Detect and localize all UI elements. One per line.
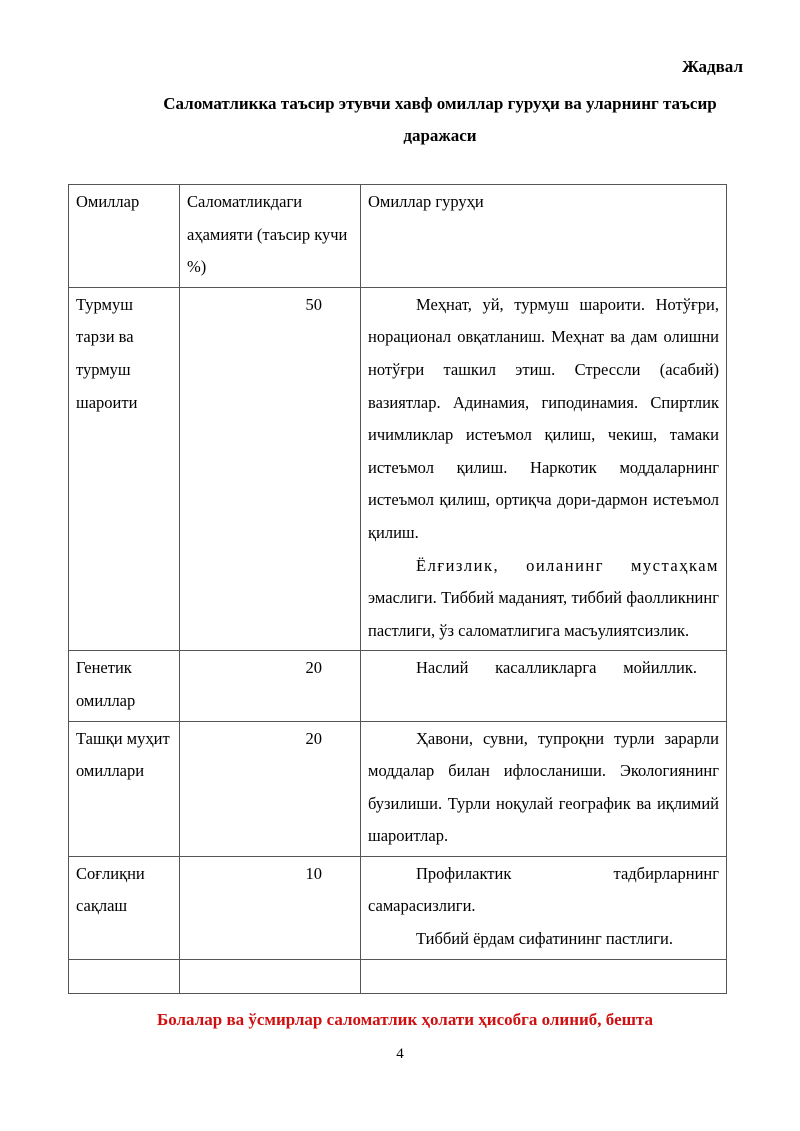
row-factor-group [361,721,727,856]
title-line-1: Саломатликка таъсир этувчи хавф омиллар гуруҳи ва уларнинг таъсир [163,94,717,113]
empty-cell [69,959,180,993]
page-number: 4 [396,1046,404,1062]
title-line-2: даражаси [403,126,477,145]
risk-factors-table [68,184,727,994]
header-factor-groups: Омиллар гуруҳи [361,185,727,288]
row-value: 20 [180,651,361,721]
red-continuation-text: Болалар ва ўсмирлар саломатлик ҳолати ҳисобга олиниб, бешта [157,1010,654,1029]
row-paragraph: Ҳавони, сувни, тупроқни турли зарарли моддалар билан ифлосланиши. Экологиянинг бузилиши. Турли ноқулай географик ва иқлимий шароитлар. [368,728,719,846]
row-value: 50 [180,287,361,651]
row-factor-group [361,287,727,651]
header-importance: Саломатликдаги аҳамияти (таъсир кучи %) [180,185,361,288]
empty-cell [361,959,727,993]
row-paragraph: Ёлғизлик, оиланинг мустаҳкам [416,555,719,575]
row-factor: Генетик омиллар [69,651,180,721]
row-value: 20 [180,721,361,856]
table-label: Жадвал [682,57,743,76]
row-paragraph-continued: эмаслиги. Тиббий маданият, тиббий фаолликнинг пастлиги, ўз саломатлигига масъулиятсизлик. [368,588,719,640]
table-title [100,88,780,152]
table-row [69,651,727,721]
row-factor: Ташқи муҳит омиллари [69,721,180,856]
row-paragraph: Меҳнат, уй, турмуш шароити. Нотўғри, норационал овқатланиш. Меҳнат ва дам олишни нотўғри ташкил этиш. Стрессли (асабий) вазиятлар. Адинамия, гиподинамия. Спиртлик ичимликлар истеъмол қилиш, чекиш, тамаки истеъмол қилиш. Наркотик моддаларнинг истеъмол қилиш, ортиқча дори-дармон истеъмол қилиш. [368,294,719,542]
row-paragraph: Наслий касалликларга мойиллик. [416,658,697,678]
row-paragraph: Тиббий ёрдам сифатининг пастлиги. [416,929,673,949]
table-row [69,856,727,959]
row-paragraph: Профилактик тадбирларнинг самарасизлиги. [368,863,719,916]
header-factors: Омиллар [69,185,180,288]
row-factor-group [361,651,727,721]
table-row [69,287,727,651]
row-value: 10 [180,856,361,959]
row-factor: Соғлиқни сақлаш [69,856,180,959]
table-row [69,721,727,856]
row-factor-group [361,856,727,959]
table-row-empty [69,959,727,993]
row-factor: Турмуш тарзи ва турмуш шароити [69,287,180,651]
table-header-row [69,185,727,288]
empty-cell [180,959,361,993]
